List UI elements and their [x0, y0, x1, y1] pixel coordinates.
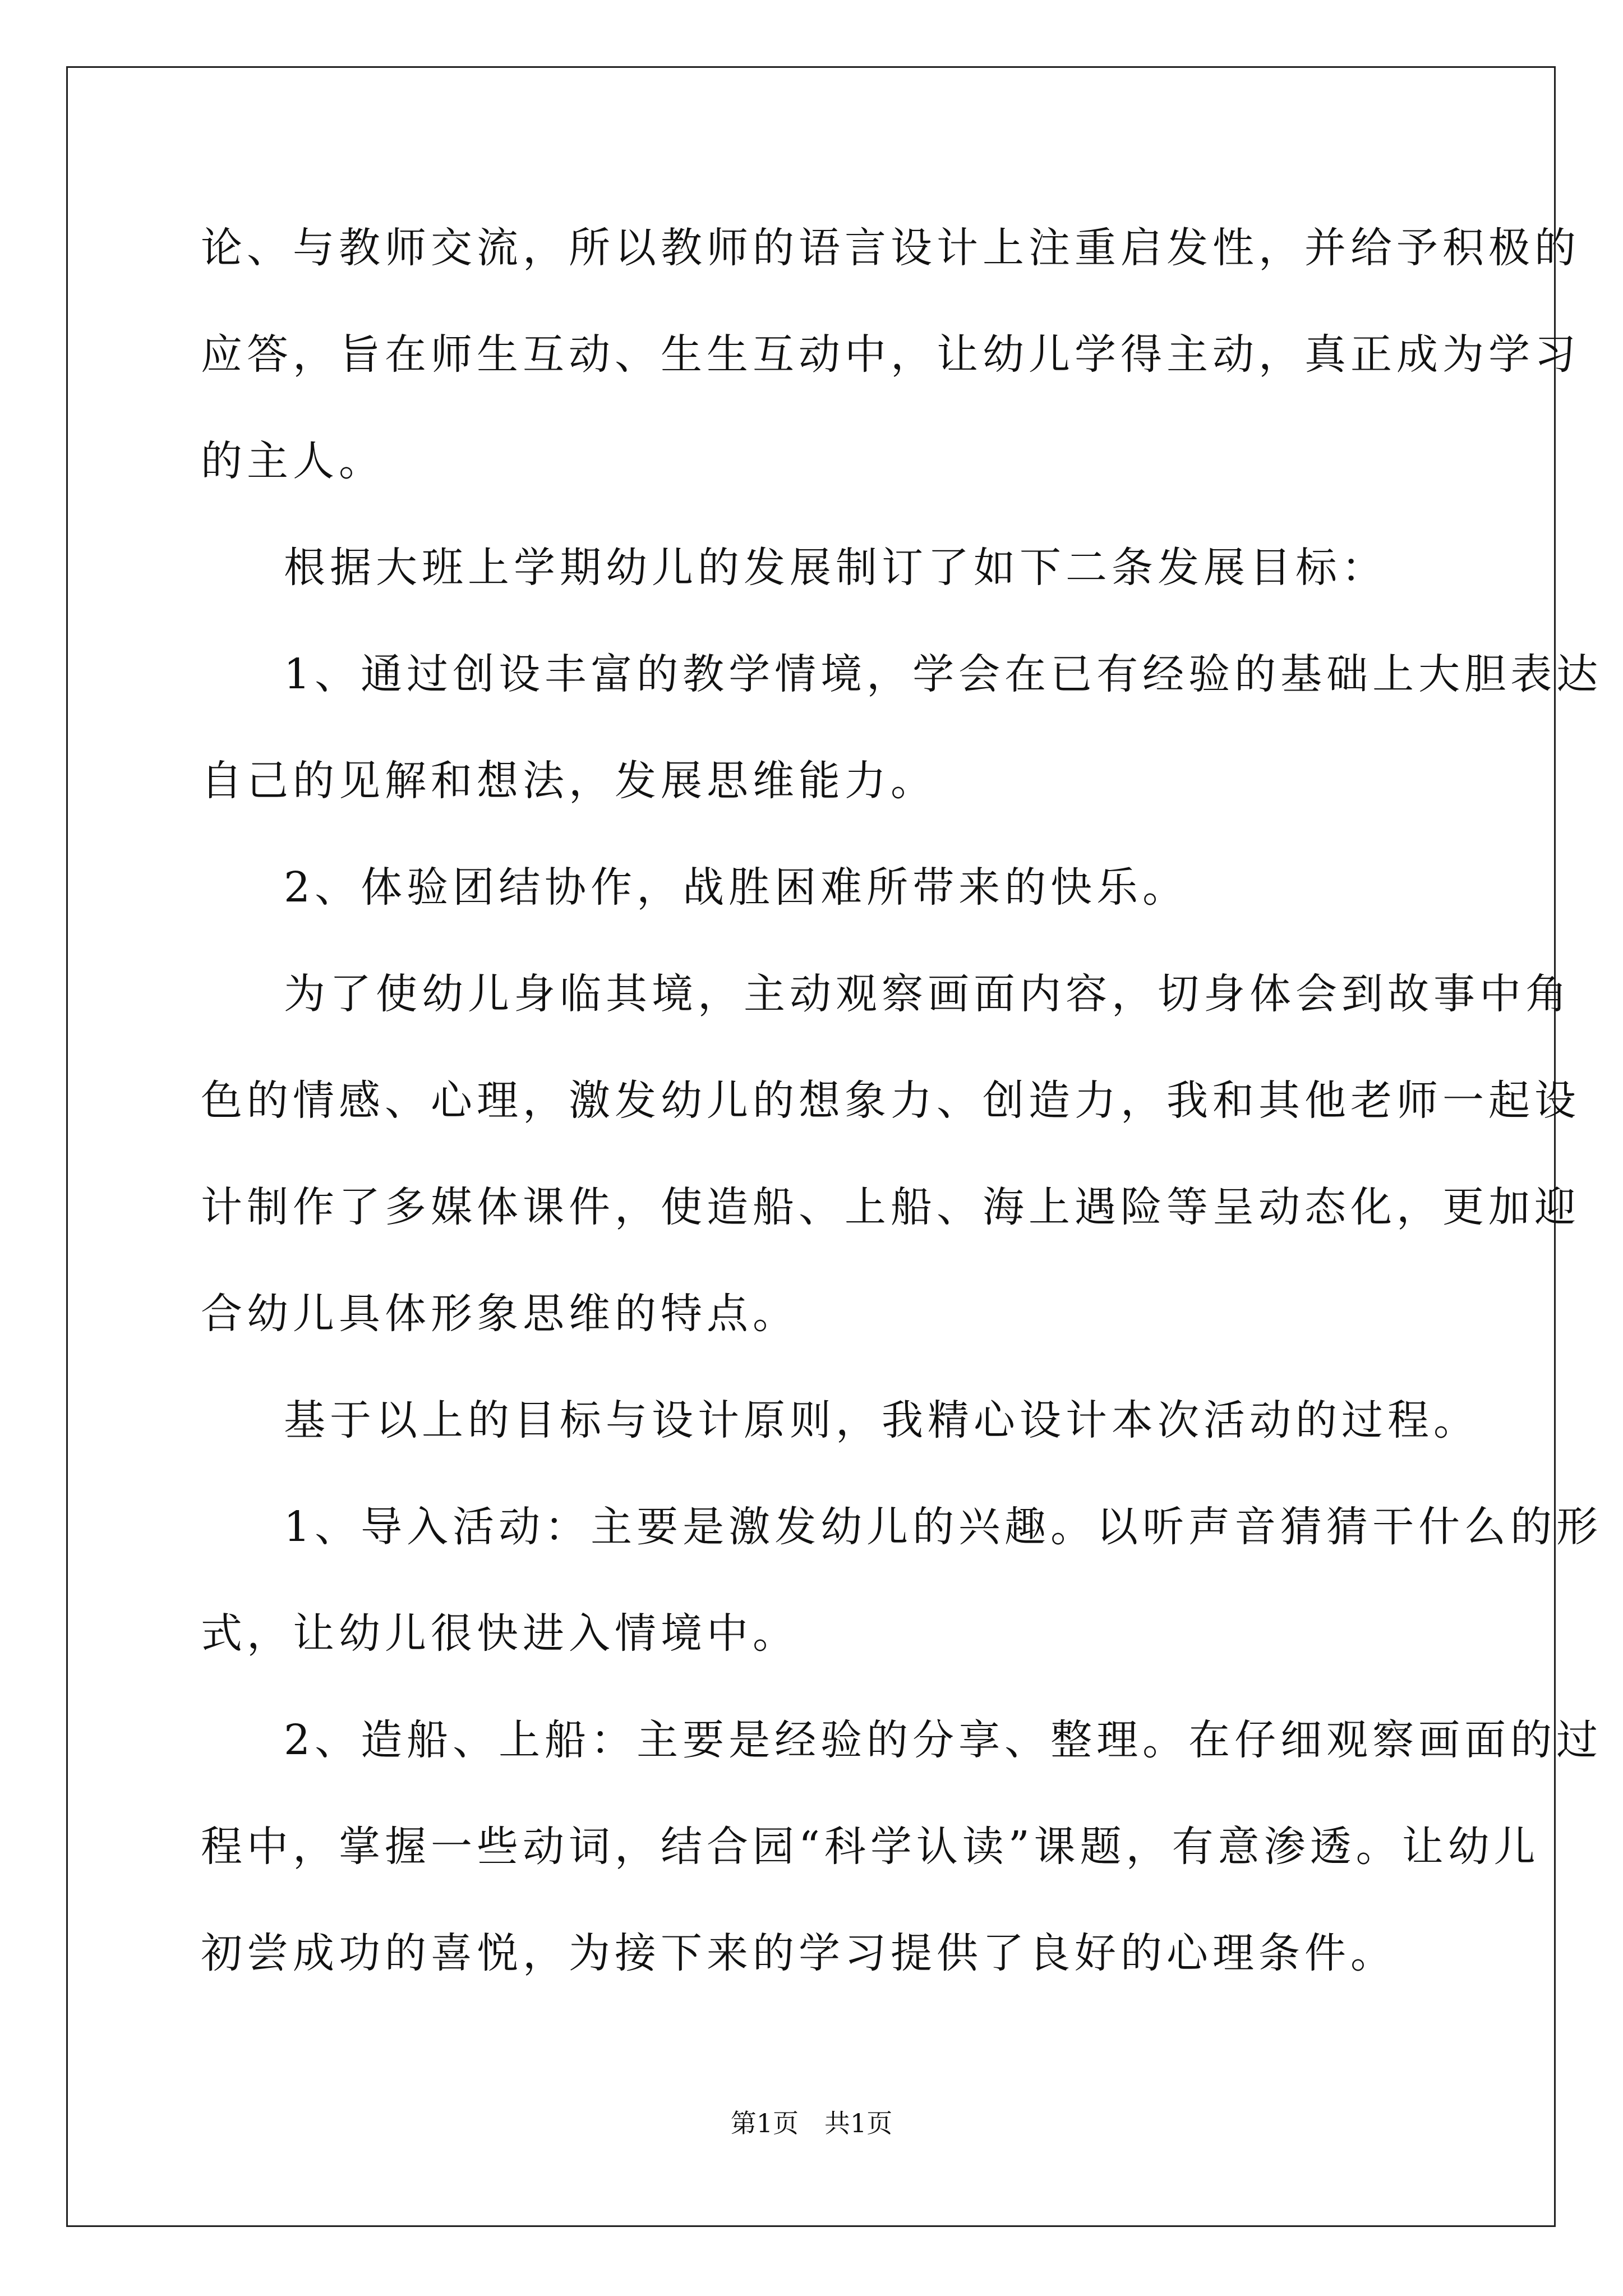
text-line: 自己的见解和想法，发展思维能力。 [201, 757, 937, 805]
text-line: 为了使幼儿身临其境，主动观察画面内容，切身体会到故事中角 [284, 970, 1571, 1018]
text-line: 的主人。 [201, 437, 385, 485]
text-line: 式，让幼儿很快进入情境中。 [201, 1609, 799, 1658]
text-line: 初尝成功的喜悦，为接下来的学习提供了良好的心理条件。 [201, 1929, 1396, 1977]
page-number-footer: 第1页 共1页 [730, 2108, 893, 2138]
page-border [66, 66, 1556, 2227]
text-line: 根据大班上学期幼儿的发展制订了如下二条发展目标： [284, 544, 1387, 592]
text-line: 2、造船、上船：主要是经验的分享、整理。在仔细观察画面的过 [284, 1716, 1603, 1764]
text-line: 应答，旨在师生互动、生生互动中，让幼儿学得主动，真正成为学习 [201, 330, 1580, 379]
text-line: 1、通过创设丰富的教学情境，学会在已有经验的基础上大胆表达 [284, 650, 1603, 698]
text-line: 1、导入活动：主要是激发幼儿的兴趣。以听声音猜猜干什么的形 [284, 1503, 1603, 1551]
text-line: 论、与教师交流，所以教师的语言设计上注重启发性，并给予积极的 [201, 224, 1580, 272]
text-line: 色的情感、心理，激发幼儿的想象力、创造力，我和其他老师一起设 [201, 1076, 1580, 1125]
text-line: 程中，掌握一些动词，结合园“科学认读”课题，有意渗透。让幼儿 [201, 1823, 1540, 1871]
text-line: 基于以上的目标与设计原则，我精心设计本次活动的过程。 [284, 1396, 1479, 1444]
text-line: 合幼儿具体形象思维的特点。 [201, 1290, 799, 1338]
text-line: 计制作了多媒体课件，使造船、上船、海上遇险等呈动态化，更加迎 [201, 1183, 1580, 1231]
text-line: 2、体验团结协作，战胜困难所带来的快乐。 [284, 863, 1189, 912]
